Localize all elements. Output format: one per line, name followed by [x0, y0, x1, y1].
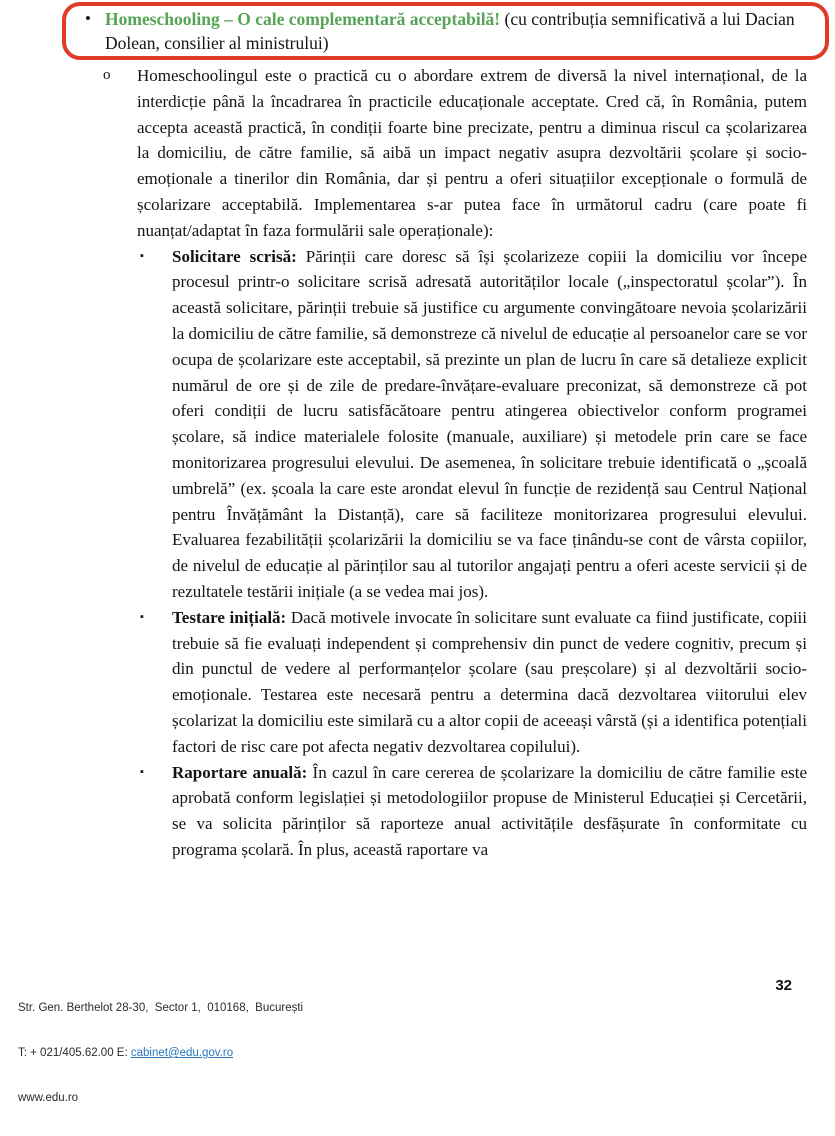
page-footer	[18, 971, 303, 1136]
page-number: 32	[775, 977, 792, 994]
list-item-text	[172, 760, 807, 863]
item-label: Testare inițială:	[172, 607, 287, 627]
intro-text: Homeschoolingul este o practică cu o abordare extrem de diversă la nivel internațional, de la interdicție până la încadrarea în practicile educaționale acceptate. Cred că, în România, putem accepta această practică, în condiții foarte bine precizate, pentru a diminua riscul ca școlarizarea la domiciliu, de către familie, să aibă un impact negativ asupra dezvoltării școlare și socio-emoționale a tinerilor din România, dar și pentru a oferi situațiilor excepționale o formulă de școlarizare acceptabilă. Implementarea s-ar putea face în următorul cadru (care poate fi nuanțat/adaptat în faza formulării sale operaționale):	[137, 66, 807, 240]
square-bullet: ▪	[140, 610, 144, 623]
list-item-text	[172, 244, 807, 605]
document-page	[0, 2, 835, 1104]
item-body: Părinții care doresc să își școlarizeze copiii la domiciliu vor începe procesul printr-o solicitare scrisă adresată autorităților locale („inspectoratul școlar”). În această solicitare, părinții trebuie să justifice cu argumente convingătoare nevoia școlarizării la domiciliu de către familie, să demonstreze că nivelul de educație al persoanelor care se vor ocupa de școlarizare este acceptabil, să prezinte un plan de lucru în care să detalieze explicit numărul de ore și de zile de predare-învățare-evaluare preconizat, să demonstreze că pot oferi condiții de lucru satisfăcătoare pentru atingerea obiectivelor conform programei școlare, să indice materialele folosite (manuale, auxiliare) și metodele prin care se face monitorizarea progresului elevului. De asemenea, în solicitare trebuie identificată o „școală umbrelă” (ex. școala la care este arondat elevul în funcție de rezidență sau Centrul Național pentru Învățământ la Distanță), care să faciliteze monitorizarea progresului elevului. Evaluarea fezabilității școlarizării la domiciliu se va face ținându-se cont de vârsta copiilor, de nivelul de educație al părinților sau al tutorilor angajați pentru a oferi aceste servicii și de rezultatele testării inițiale (a se vedea mai jos).	[172, 246, 807, 601]
square-bullet: ▪	[140, 249, 144, 262]
list-item-raportare	[140, 760, 807, 863]
heading-subtitle: (cu contribuția semnificativă a lui Dacian Dolean, consilier al ministrului)	[105, 9, 795, 53]
heading-bullet: •	[85, 9, 91, 28]
list-item-testare	[140, 605, 807, 760]
item-body: În cazul în care cererea de școlarizare la domiciliu de către familie este aprobată conform legislației și metodologiilor propuse de Ministerul Educației și Cercetării, se va solicita părinților să raporteze anual activitățile desfășurate în conformitate cu programa școlară. În plus, această raportare va	[172, 762, 807, 859]
footer-address: Str. Gen. Berthelot 28-30, Sector 1, 010168, București	[18, 1002, 304, 1014]
heading-title: Homeschooling – O cale complementară acceptabilă!	[105, 9, 501, 29]
footer-contact-prefix: T: + 021/405.62.00 E:	[18, 1047, 131, 1059]
heading-text	[105, 7, 815, 55]
list-item-text	[172, 605, 807, 760]
list-item-solicitare	[140, 244, 807, 605]
item-label: Raportare anuală:	[172, 762, 308, 782]
circle-bullet: o	[103, 67, 111, 83]
intro-paragraph	[103, 63, 807, 244]
item-body: Dacă motivele invocate în solicitare sunt evaluate ca fiind justificate, copiii trebuie să fie evaluați independent și comprehensiv din punct de vedere cognitiv, precum și din punctul de vedere al performanțelor școlare (sau preșcolare) și al dezvoltării socio-emoționale. Testarea este necesară pentru a determina dacă dezvoltarea viitorului elev școlarizat la domiciliu este similară cu a altor copii de aceeași vârstă (și a identifica potențiali factori de risc care pot afecta negativ dezvoltarea copilului).	[172, 607, 807, 756]
red-highlight-box	[62, 2, 829, 60]
footer-website: www.edu.ro	[18, 1092, 79, 1104]
item-label: Solicitare scrisă:	[172, 246, 297, 266]
square-bullet: ▪	[140, 765, 144, 778]
footer-contact	[18, 1046, 303, 1061]
email-link[interactable]: cabinet@edu.gov.ro	[130, 1047, 234, 1059]
